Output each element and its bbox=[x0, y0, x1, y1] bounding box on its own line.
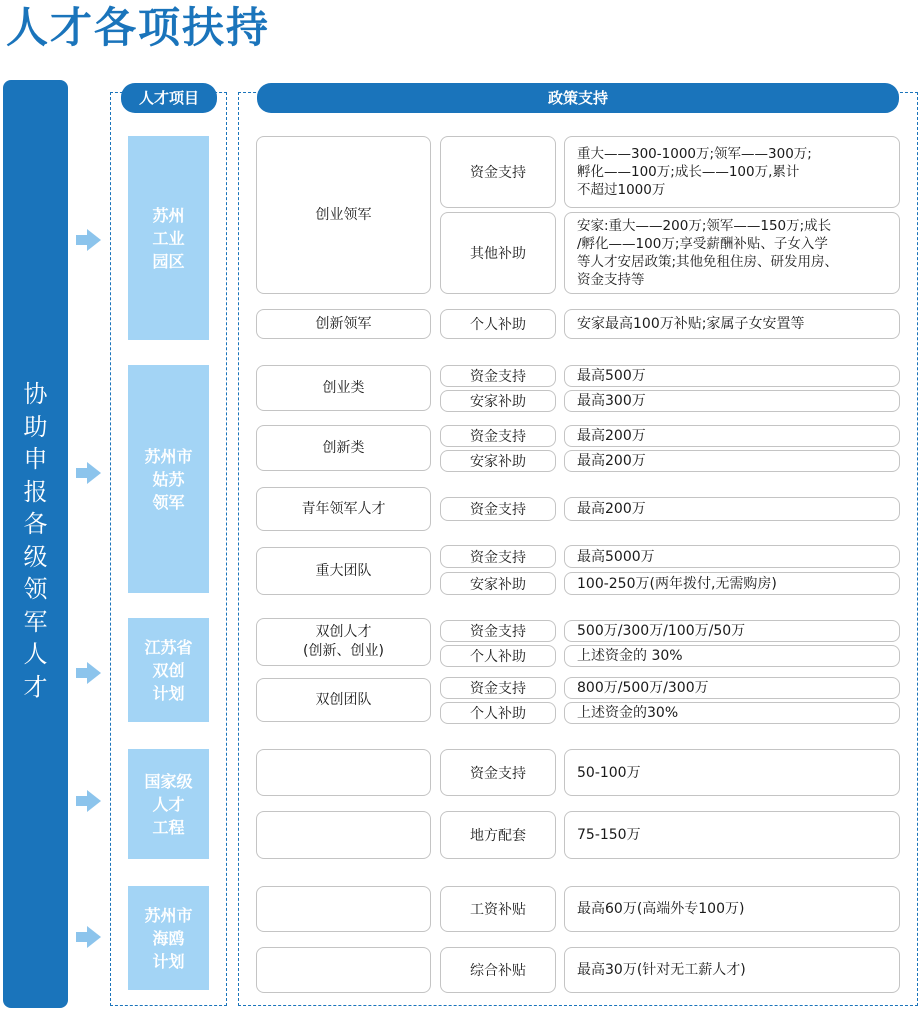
category-startup: 创业类 bbox=[256, 365, 431, 411]
support-type: 资金支持 bbox=[440, 749, 556, 796]
policy-detail: 安家最高100万补贴;家属子女安置等 bbox=[564, 309, 900, 339]
support-type: 个人补助 bbox=[440, 309, 556, 339]
category-empty bbox=[256, 947, 431, 993]
policy-detail: 安家:重大——200万;领军——150万;成长 /孵化——100万;享受薪酬补贴、子女入学 等人才安居政策;其他免租住房、研发用房、 资金支持等 bbox=[564, 212, 900, 294]
policy-detail: 500万/300万/100万/50万 bbox=[564, 620, 900, 642]
support-type: 安家补助 bbox=[440, 572, 556, 595]
category-empty bbox=[256, 749, 431, 796]
support-type: 综合补贴 bbox=[440, 947, 556, 993]
support-type: 资金支持 bbox=[440, 545, 556, 568]
support-type: 资金支持 bbox=[440, 677, 556, 699]
policy-header: 政策支持 bbox=[257, 83, 899, 113]
arrow-right-icon bbox=[76, 790, 102, 812]
policy-detail: 75-150万 bbox=[564, 811, 900, 859]
policy-detail: 100-250万(两年拨付,无需购房) bbox=[564, 572, 900, 595]
support-type: 资金支持 bbox=[440, 136, 556, 208]
category-empty bbox=[256, 886, 431, 932]
support-type: 个人补助 bbox=[440, 645, 556, 667]
support-type: 资金支持 bbox=[440, 620, 556, 642]
category-shuangchuang-talent: 双创人才 (创新、创业) bbox=[256, 618, 431, 666]
policy-detail: 最高30万(针对无工薪人才) bbox=[564, 947, 900, 993]
project-national-talent: 国家级 人才 工程 bbox=[128, 749, 209, 859]
support-type: 工资补贴 bbox=[440, 886, 556, 932]
support-type: 安家补助 bbox=[440, 390, 556, 412]
policy-detail: 最高200万 bbox=[564, 497, 900, 521]
support-type: 资金支持 bbox=[440, 365, 556, 387]
project-gusu-leader: 苏州市 姑苏 领军 bbox=[128, 365, 209, 593]
project-suzhou-seagull: 苏州市 海鸥 计划 bbox=[128, 886, 209, 990]
category-major-team: 重大团队 bbox=[256, 547, 431, 595]
category-startup-leader: 创业领军 bbox=[256, 136, 431, 294]
policy-detail: 50-100万 bbox=[564, 749, 900, 796]
category-innovation: 创新类 bbox=[256, 425, 431, 471]
support-type: 个人补助 bbox=[440, 702, 556, 724]
support-type: 其他补助 bbox=[440, 212, 556, 294]
policy-detail: 最高200万 bbox=[564, 425, 900, 447]
policy-detail: 重大——300-1000万;领军——300万; 孵化——100万;成长——100万,累计 不超过1000万 bbox=[564, 136, 900, 208]
arrow-right-icon bbox=[76, 229, 102, 251]
project-header: 人才项目 bbox=[121, 83, 217, 113]
support-type: 地方配套 bbox=[440, 811, 556, 859]
policy-detail: 最高5000万 bbox=[564, 545, 900, 568]
category-youth-leader: 青年领军人才 bbox=[256, 487, 431, 531]
support-type: 安家补助 bbox=[440, 450, 556, 472]
policy-detail: 最高200万 bbox=[564, 450, 900, 472]
policy-detail: 800万/500万/300万 bbox=[564, 677, 900, 699]
support-type: 资金支持 bbox=[440, 497, 556, 521]
category-shuangchuang-team: 双创团队 bbox=[256, 678, 431, 722]
policy-detail: 最高60万(高端外专100万) bbox=[564, 886, 900, 932]
arrow-right-icon bbox=[76, 662, 102, 684]
policy-detail: 上述资金的30% bbox=[564, 702, 900, 724]
policy-detail: 最高500万 bbox=[564, 365, 900, 387]
arrow-right-icon bbox=[76, 926, 102, 948]
project-suzhou-industrial-park: 苏州 工业 园区 bbox=[128, 136, 209, 340]
page-title: 人才各项扶持 bbox=[6, 3, 271, 52]
project-jiangsu-shuangchuang: 江苏省 双创 计划 bbox=[128, 618, 209, 722]
left-category-label: 协 助 申 报 各 级 领 军 人 才 bbox=[23, 380, 48, 701]
category-empty bbox=[256, 811, 431, 859]
policy-detail: 上述资金的 30% bbox=[564, 645, 900, 667]
category-innovation-leader: 创新领军 bbox=[256, 309, 431, 339]
support-type: 资金支持 bbox=[440, 425, 556, 447]
arrow-right-icon bbox=[76, 462, 102, 484]
policy-detail: 最高300万 bbox=[564, 390, 900, 412]
